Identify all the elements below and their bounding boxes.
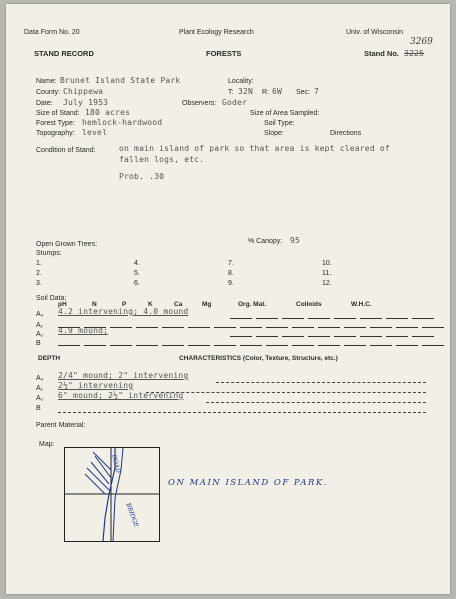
sec-label: Sec: [296,89,311,96]
stump-7: 7. [228,260,234,267]
map-grid [64,447,160,542]
canopy-label: % Canopy: [248,238,283,245]
stump-1: 1. [36,260,42,267]
soil-col-k: K [148,301,153,308]
stand-name: Brunet Island State Park [60,76,181,85]
condition-line-1: on main island of park so that area is kept cleared of [119,144,390,153]
stand-record-title: STAND RECORD [34,49,94,58]
depth-row-a1: A₁ [36,385,44,392]
stump-5: 5. [134,270,140,277]
soil-row-b: B [36,340,41,347]
soil-col-mg: Mg [202,301,212,308]
slope-label: Slope: [264,130,284,137]
stump-6: 6. [134,280,140,287]
soil-col-n: N [92,301,97,308]
soil-data-label: Soil Data: [36,295,67,302]
size-label: Size of Stand: [36,110,80,117]
soil-lines-a2 [230,336,434,337]
area-sampled-label: Size of Area Sampled: [250,110,320,117]
map-road-label: ROAD [110,454,122,474]
organization: Plant Ecology Research [179,29,254,36]
soil-lines-a0 [230,318,434,319]
t-value: 32N [238,87,254,96]
county-label: County: [36,89,61,96]
size-value: 180 acres [85,108,131,117]
stump-12: 12. [322,280,332,287]
stand-no-label: Stand No. [364,49,399,58]
data-form-sheet [6,4,450,594]
soil-row-a2: A₂ [36,331,44,338]
forest-type-label: Forest Type: [36,120,75,127]
stump-4: 4. [134,260,140,267]
r-label: R: [262,89,269,96]
t-label: T: [228,89,234,96]
form-number: Data Form No. 20 [24,29,80,36]
stump-2: 2. [36,270,42,277]
condition-label: Condition of Stand: [36,147,96,154]
soil-lines-a1 [58,327,444,328]
soil-row-a1: A₁ [36,322,44,329]
r-value: 6W [272,87,283,96]
soil-lines-b [58,345,444,346]
map-caption: ON MAIN ISLAND OF PARK. [168,478,328,488]
soil-col-colloids: Colloids [296,301,322,308]
sec-value: 7 [314,87,320,96]
soil-a2-value: 4.9 mound; [58,326,109,335]
canopy-value: 95 [290,236,301,245]
observers-label: Observers: [182,100,217,107]
directions-label: Directions [330,130,362,137]
map-label: Map: [39,441,55,448]
depth-row-a0: A₀ [36,375,44,382]
soil-type-label: Soil Type: [264,120,295,127]
stand-no-new: 3269 [410,37,433,47]
parent-material-label: Parent Material: [36,422,86,429]
depth-label: DEPTH [38,355,61,362]
county-value: Chippewa [63,87,104,96]
depth-dash-a2 [206,402,426,403]
stump-9: 9. [228,280,234,287]
topography-label: Topography: [36,130,75,137]
name-label: Name: [36,78,57,85]
depth-a1-value: 2½" intervening [58,381,134,390]
stump-10: 10. [322,260,332,267]
stumps-label: Stumps: [36,250,62,257]
depth-a2-value: 6" mound; 2½" intervening [58,391,184,400]
date-label: Date: [36,100,53,107]
characteristics-label: CHARACTERISTICS (Color, Texture, Structure, etc.) [179,355,338,362]
map-bridge-label: BRIDGE [124,502,140,529]
depth-dash-a0 [216,382,426,383]
soil-col-ph: pH [58,301,67,308]
topography-value: level [82,128,108,137]
open-grown-label: Open Grown Trees: [36,241,98,248]
depth-dash-b [58,412,426,413]
soil-col-whc: W.H.C. [351,301,372,308]
forest-type-value: hemlock-hardwood [82,118,163,127]
stump-3: 3. [36,280,42,287]
soil-a0-value: 4.2 intervening; 4.0 mound [58,307,189,316]
forests-title: FORESTS [206,49,242,58]
depth-row-b: B [36,405,41,412]
depth-a0-value: 2/4" mound; 2" intervening [58,371,189,380]
stump-8: 8. [228,270,234,277]
stump-11: 11. [322,270,332,277]
university: Univ. of Wisconsin [346,29,404,36]
date-value: July 1953 [63,98,109,107]
stand-no-old: 3225 [404,49,425,58]
soil-col-ca: Ca [174,301,183,308]
locality-label: Locality: [228,78,254,85]
prob-value: Prob. .30 [119,172,165,181]
observers-value: Goder [222,98,248,107]
soil-col-p: P [122,301,127,308]
soil-row-a0: A₀ [36,311,44,318]
condition-line-2: fallen logs, etc. [119,155,205,164]
depth-dash-a1 [146,392,426,393]
soil-col-org-mat: Org. Mat. [238,301,267,308]
depth-row-a2: A₂ [36,395,44,402]
